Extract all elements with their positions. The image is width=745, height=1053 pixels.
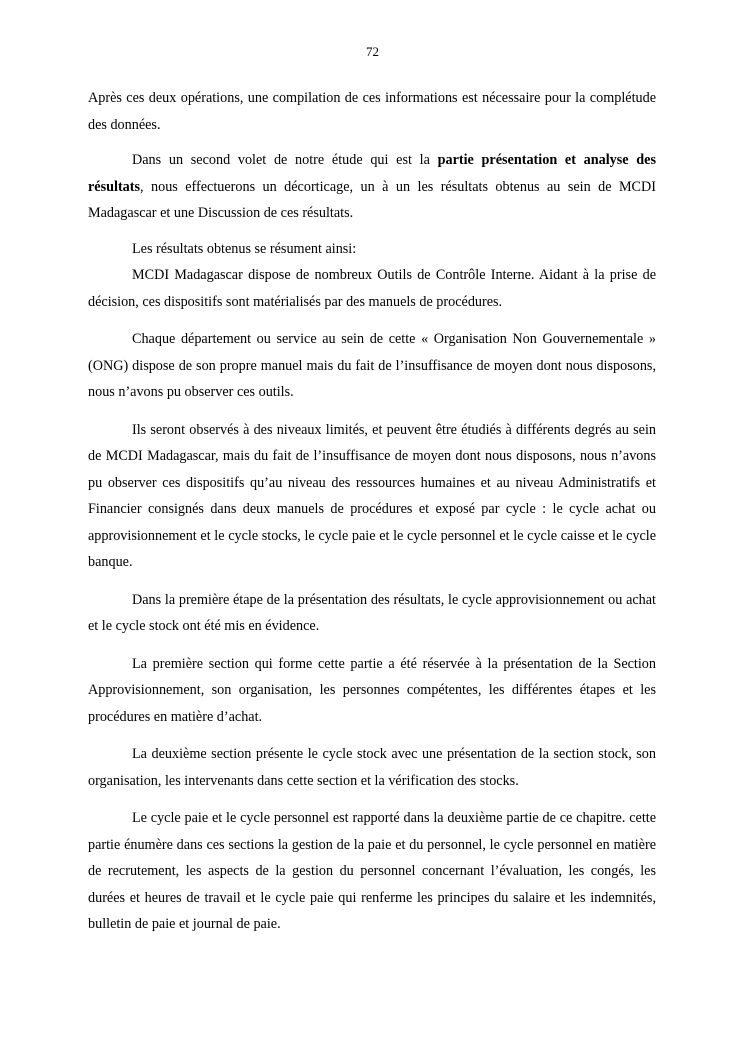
paragraph-9: La deuxième section présente le cycle stock avec une présentation de la section stock, son organisation, les intervenants dans cette section et la vérification des stocks. bbox=[88, 746, 656, 789]
document-body bbox=[88, 85, 656, 938]
paragraph-10: Le cycle paie et le cycle personnel est rapporté dans la deuxième partie de ce chapitre. cette partie énumère dans ces sections la gestion de la paie et du personnel, le cycle personnel en matière de recrutement, les aspects de la gestion du personnel concernant l’évaluation, les congés, les durées et heures de travail et le cycle paie qui renferme les principes du salaire et les indemnités, bulletin de paie et journal de paie. bbox=[88, 810, 656, 932]
paragraph-5: Chaque département ou service au sein de cette « Organisation Non Gouvernementale » (ONG) dispose de son propre manuel mais du fait de l’insuffisance de moyen dont nous disposons, nous n’avons pu observer ces outils. bbox=[88, 331, 656, 400]
paragraph-3: Les résultats obtenus se résument ainsi: bbox=[132, 240, 357, 257]
paragraph-4: MCDI Madagascar dispose de nombreux Outils de Contrôle Interne. Aidant à la prise de décision, ces dispositifs sont matérialisés par des manuels de procédures. bbox=[88, 267, 656, 310]
paragraph-6: Ils seront observés à des niveaux limités, et peuvent être étudiés à différents degrés au sein de MCDI Madagascar, mais du fait de l’insuffisance de moyen dont nous disposons, nous n’avons pu observer ces dispositifs qu’au niveau des ressources humaines et au niveau Administratifs et Financier consignés dans deux manuels de procédures et exposé par cycle : le cycle achat ou approvisionnement et le cycle stocks, le cycle paie et le cycle personnel et le cycle caisse et le cycle banque. bbox=[88, 421, 656, 570]
page-number: 72 bbox=[366, 44, 379, 59]
paragraph-2-end: , nous effectuerons un décorticage, un à un les résultats obtenus au sein de MCDI Madagascar et une Discussion de ces résultats. bbox=[88, 178, 656, 221]
paragraph-7: Dans la première étape de la présentation des résultats, le cycle approvisionnement ou achat et le cycle stock ont été mis en évidence. bbox=[88, 591, 656, 634]
paragraph-2-start: Dans un second volet de notre étude qui est la bbox=[132, 152, 438, 168]
paragraph-1: Après ces deux opérations, une compilation de ces informations est nécessaire pour la complétude des données. bbox=[88, 90, 656, 133]
paragraph-2 bbox=[88, 147, 656, 227]
paragraph-8: La première section qui forme cette partie a été réservée à la présentation de la Section Approvisionnement, son organisation, les personnes compétentes, les différentes étapes et les procédures en matière d’achat. bbox=[88, 655, 656, 725]
paragraph-2-bold: partie présentation et analyse des résultats bbox=[88, 152, 656, 195]
